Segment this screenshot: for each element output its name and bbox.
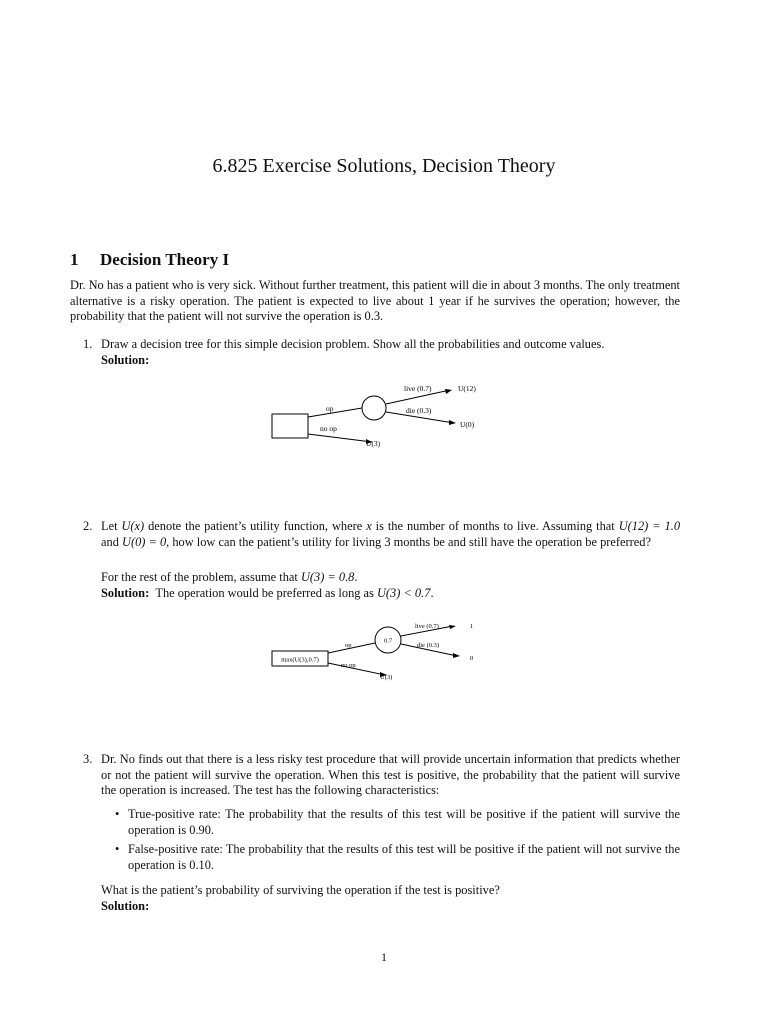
- bullet-text: True-positive rate: The probability that the results of this test will be positive if the patient will survive the operation is 0.90.: [128, 807, 680, 837]
- document-title: 6.825 Exercise Solutions, Decision Theory: [212, 155, 556, 177]
- chance-node-value: 0.7: [383, 637, 393, 645]
- question-2: [83, 519, 681, 550]
- outcome-u12: U(12): [458, 384, 476, 393]
- math-eq2: U(0) = 0: [122, 534, 167, 549]
- question-text: Draw a decision tree for this simple decision problem. Show all the probabilities and outcome values.: [101, 337, 605, 351]
- outcome-u0: U(0): [460, 420, 475, 429]
- bullet-icon: •: [115, 807, 120, 821]
- solution-label: Solution:: [101, 352, 150, 367]
- text-run: and: [101, 534, 122, 549]
- solution-text: The operation would be preferred as long as: [155, 585, 377, 600]
- question-number: 2.: [83, 519, 93, 533]
- text-run: Let: [101, 519, 122, 533]
- live-label: live (0.7): [415, 623, 439, 630]
- question-number: 1.: [83, 337, 93, 351]
- math-solution-eq: U(3) < 0.7: [376, 585, 431, 600]
- text-run: denote the patient’s utility function, where: [144, 519, 367, 533]
- math-rest-eq: U(3) = 0.8: [300, 570, 355, 584]
- outcome-zero: 0: [470, 655, 474, 662]
- section-title: Decision Theory I: [100, 250, 230, 269]
- decision-node-value: max(U(3),0.7): [281, 656, 319, 664]
- die-label: die (0.3): [406, 406, 432, 415]
- text-run: .: [430, 585, 434, 600]
- live-label: live (0.7): [404, 384, 432, 393]
- bullet-icon: •: [115, 842, 120, 856]
- text-run: .: [354, 570, 358, 584]
- text-run: is the number of months to live. Assuming that: [371, 519, 619, 533]
- math-x: x: [366, 519, 372, 533]
- decision-node: [272, 414, 308, 438]
- no-op-label: no op: [341, 662, 356, 669]
- op-label: op: [326, 404, 334, 413]
- intro-paragraph: Dr. No has a patient who is very sick. Without further treatment, this patient will die in about 3 months. The only treatment alternative is a risky operation. The patient is expected to live about 1 year if he survives the operation; however, the probability that the patient will not survive the operation is 0.3.: [70, 278, 680, 324]
- die-label: die (0.3): [417, 642, 440, 649]
- question-text: Dr. No finds out that there is a less risky test procedure that will provide uncertain information that predicts whether or not the patient will survive the operation. When this test is positive, the probability that the patient will survive the operation is increased. The test has the following characteristics:: [101, 752, 680, 798]
- math-ux: U(x): [121, 519, 145, 533]
- outcome-one: 1: [470, 623, 474, 630]
- decision-tree-1: [260, 378, 500, 458]
- bullet-text: False-positive rate: The probability that the results of this test will be positive if the patient will not survive the operation is 0.10.: [128, 842, 680, 872]
- question-2-rest: [101, 570, 680, 601]
- solution-label: Solution:: [101, 898, 150, 913]
- question-3-ask: [101, 883, 680, 914]
- outcome-u3: U(3): [366, 439, 381, 448]
- chance-node: [362, 396, 386, 420]
- op-label: op: [345, 642, 352, 649]
- decision-tree-2: [265, 615, 505, 687]
- question-1: [83, 337, 680, 368]
- solution-label: Solution:: [101, 585, 150, 600]
- text-run: , how low can the patient’s utility for living 3 months be and still have the operation be preferred?: [166, 534, 651, 549]
- no-op-label: no op: [320, 424, 337, 433]
- text-run: For the rest of the problem, assume that: [101, 570, 301, 584]
- section-heading: [70, 250, 229, 270]
- bullet-true-positive: [115, 807, 680, 838]
- math-eq1: U(12) = 1.0: [618, 519, 681, 533]
- question-number: 3.: [83, 752, 93, 766]
- question-3: [83, 752, 680, 799]
- outcome-u3: U(3): [380, 674, 393, 681]
- page-number: 1: [381, 950, 387, 964]
- bullet-false-positive: [115, 842, 680, 873]
- question-text: What is the patient’s probability of surviving the operation if the test is positive?: [101, 883, 500, 897]
- section-number: 1: [70, 250, 79, 269]
